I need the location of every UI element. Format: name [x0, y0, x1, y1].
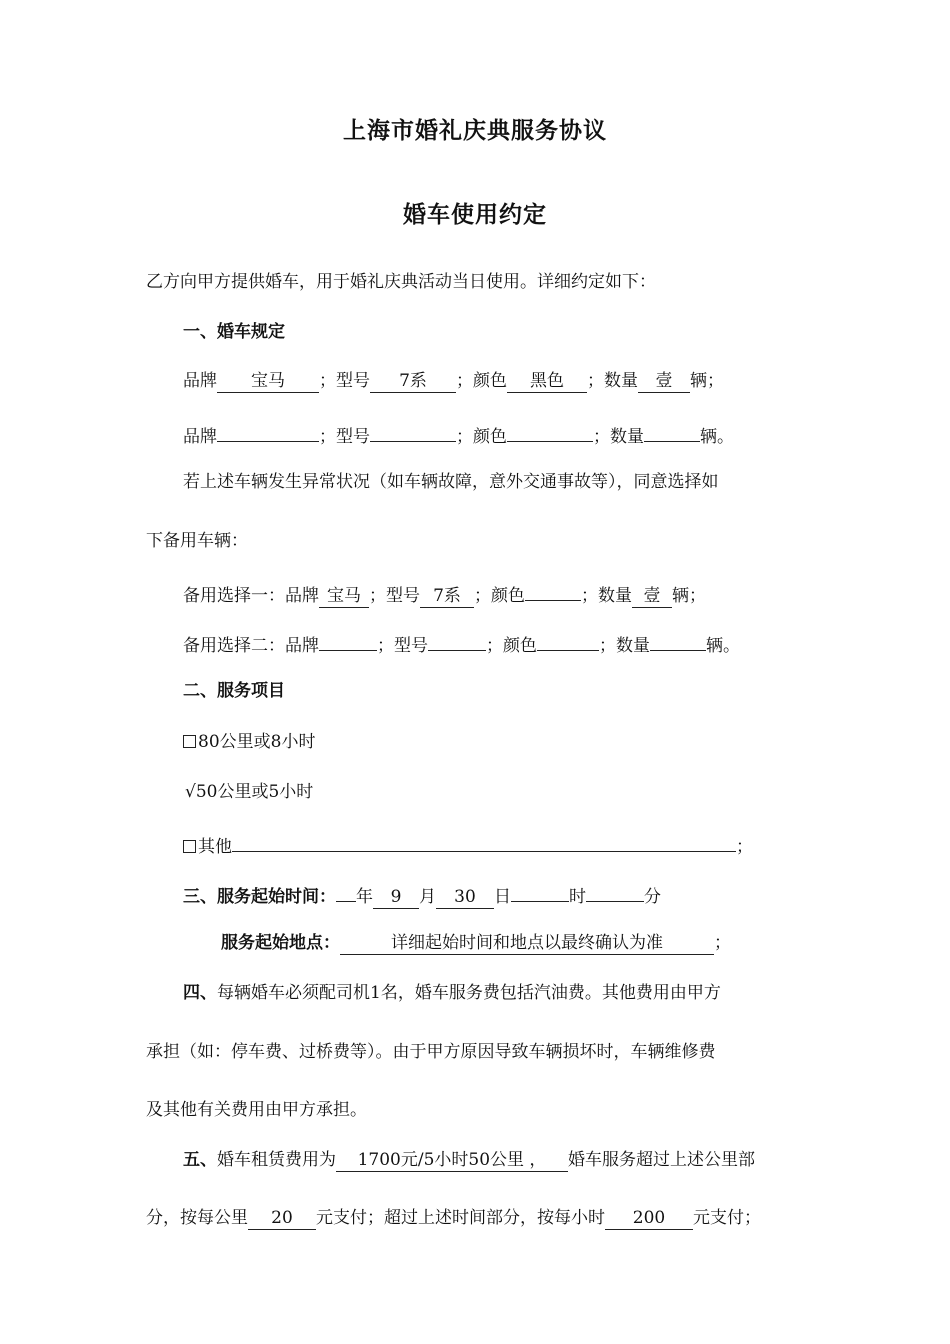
unit-label: 辆； [690, 371, 724, 391]
section4-num: 四、 [183, 983, 217, 1003]
section5-text: 分，按每公里 [146, 1208, 248, 1228]
minute-field [586, 880, 644, 902]
backup2-qty-field [650, 629, 706, 651]
unit-label: 辆。 [706, 636, 740, 656]
year-field [336, 880, 356, 902]
car1-color-field: 黑色 [507, 371, 587, 393]
backup1-label: 备用选择一：品牌 [183, 586, 319, 606]
section5-text: 元支付； [693, 1208, 761, 1228]
backup1-brand-field: 宝马 [319, 586, 369, 608]
year-unit: 年 [356, 887, 373, 907]
section2-heading: 二、服务项目 [183, 681, 285, 701]
service-option-80km [183, 730, 315, 754]
color-label: ；颜色 [486, 636, 537, 656]
backup2-model-field [428, 629, 486, 651]
section4-line3: 及其他有关费用由甲方承担。 [146, 1100, 367, 1120]
service-start-place-line [221, 931, 731, 955]
section5-num: 五、 [183, 1150, 217, 1170]
month-field: 9 [373, 887, 419, 909]
backup1-model-field: 7系 [420, 586, 474, 608]
abnormal-paragraph-line2: 下备用车辆： [146, 531, 248, 551]
section5-line1 [183, 1148, 755, 1172]
qty-label: ；数量 [587, 371, 638, 391]
backup-line-2 [183, 629, 740, 658]
abnormal-paragraph-line1: 若上述车辆发生异常状况（如车辆故障，意外交通事故等），同意选择如 [183, 472, 719, 492]
car-line-2 [183, 420, 734, 449]
backup1-qty-field: 壹 [632, 586, 672, 608]
option-label: 其他 [198, 837, 232, 857]
car1-brand-field: 宝马 [217, 371, 319, 393]
color-label: ；颜色 [456, 427, 507, 447]
section5-line2 [146, 1206, 761, 1230]
checkbox-empty-icon [183, 735, 196, 748]
color-label: ；颜色 [474, 586, 525, 606]
brand-label: 品牌 [183, 371, 217, 391]
car1-model-field: 7系 [370, 371, 456, 393]
place-field: 详细起始时间和地点以最终确认为准 [340, 933, 714, 955]
model-label: ；型号 [369, 586, 420, 606]
minute-unit: 分 [644, 887, 661, 907]
car-line-1 [183, 369, 724, 393]
brand-label: 品牌 [183, 427, 217, 447]
day-field: 30 [436, 887, 494, 909]
section5-text: 元支付；超过上述时间部分，按每小时 [316, 1208, 605, 1228]
day-unit: 日 [494, 887, 511, 907]
document-title: 上海市婚礼庆典服务协议 [343, 117, 607, 144]
checkbox-empty-icon [183, 840, 196, 853]
intro-paragraph: 乙方向甲方提供婚车，用于婚礼庆典活动当日使用。详细约定如下： [146, 272, 656, 292]
unit-label: 辆。 [700, 427, 734, 447]
line-end: ； [736, 837, 753, 857]
backup2-color-field [537, 629, 599, 651]
model-label: ；型号 [319, 427, 370, 447]
qty-label: ；数量 [599, 636, 650, 656]
qty-label: ；数量 [593, 427, 644, 447]
car2-qty-field [644, 420, 700, 442]
option-label: 50公里或5小时 [195, 782, 314, 802]
model-label: ；型号 [377, 636, 428, 656]
hour-unit: 时 [569, 887, 586, 907]
hour-field [511, 880, 569, 902]
per-hour-field: 200 [605, 1208, 693, 1230]
section4-text: 每辆婚车必须配司机1名，婚车服务费包括汽油费。其他费用由甲方 [217, 983, 721, 1003]
car2-color-field [507, 420, 593, 442]
car2-model-field [370, 420, 456, 442]
other-field [232, 830, 736, 852]
section1-heading: 一、婚车规定 [183, 322, 285, 342]
section5-text: 婚车租赁费用为 [217, 1150, 336, 1170]
unit-label: 辆； [672, 586, 706, 606]
backup2-brand-field [319, 629, 377, 651]
document-subtitle: 婚车使用约定 [403, 201, 547, 228]
service-option-other [183, 830, 753, 859]
checkmark-icon: √ [185, 782, 196, 802]
per-km-field: 20 [248, 1208, 316, 1230]
line-end: ； [714, 933, 731, 953]
option-label: 80公里或8小时 [198, 732, 316, 752]
color-label: ；颜色 [456, 371, 507, 391]
service-start-time-line [183, 880, 661, 909]
section4-line2: 承担（如：停车费、过桥费等）。由于甲方原因导致车辆损坏时，车辆维修费 [146, 1042, 716, 1062]
backup2-label: 备用选择二：品牌 [183, 636, 319, 656]
backup1-color-field [525, 579, 581, 601]
car2-brand-field [217, 420, 319, 442]
backup-line-1 [183, 579, 706, 608]
model-label: ；型号 [319, 371, 370, 391]
car1-qty-field: 壹 [638, 371, 690, 393]
qty-label: ；数量 [581, 586, 632, 606]
section4-line1 [183, 981, 721, 1005]
month-unit: 月 [419, 887, 436, 907]
section3-label: 三、服务起始时间： [183, 887, 336, 907]
service-option-50km [185, 780, 313, 804]
place-label: 服务起始地点： [221, 933, 340, 953]
fee-field: 1700元/5小时50公里 ， [336, 1150, 568, 1172]
section5-text: 婚车服务超过上述公里部 [568, 1150, 755, 1170]
